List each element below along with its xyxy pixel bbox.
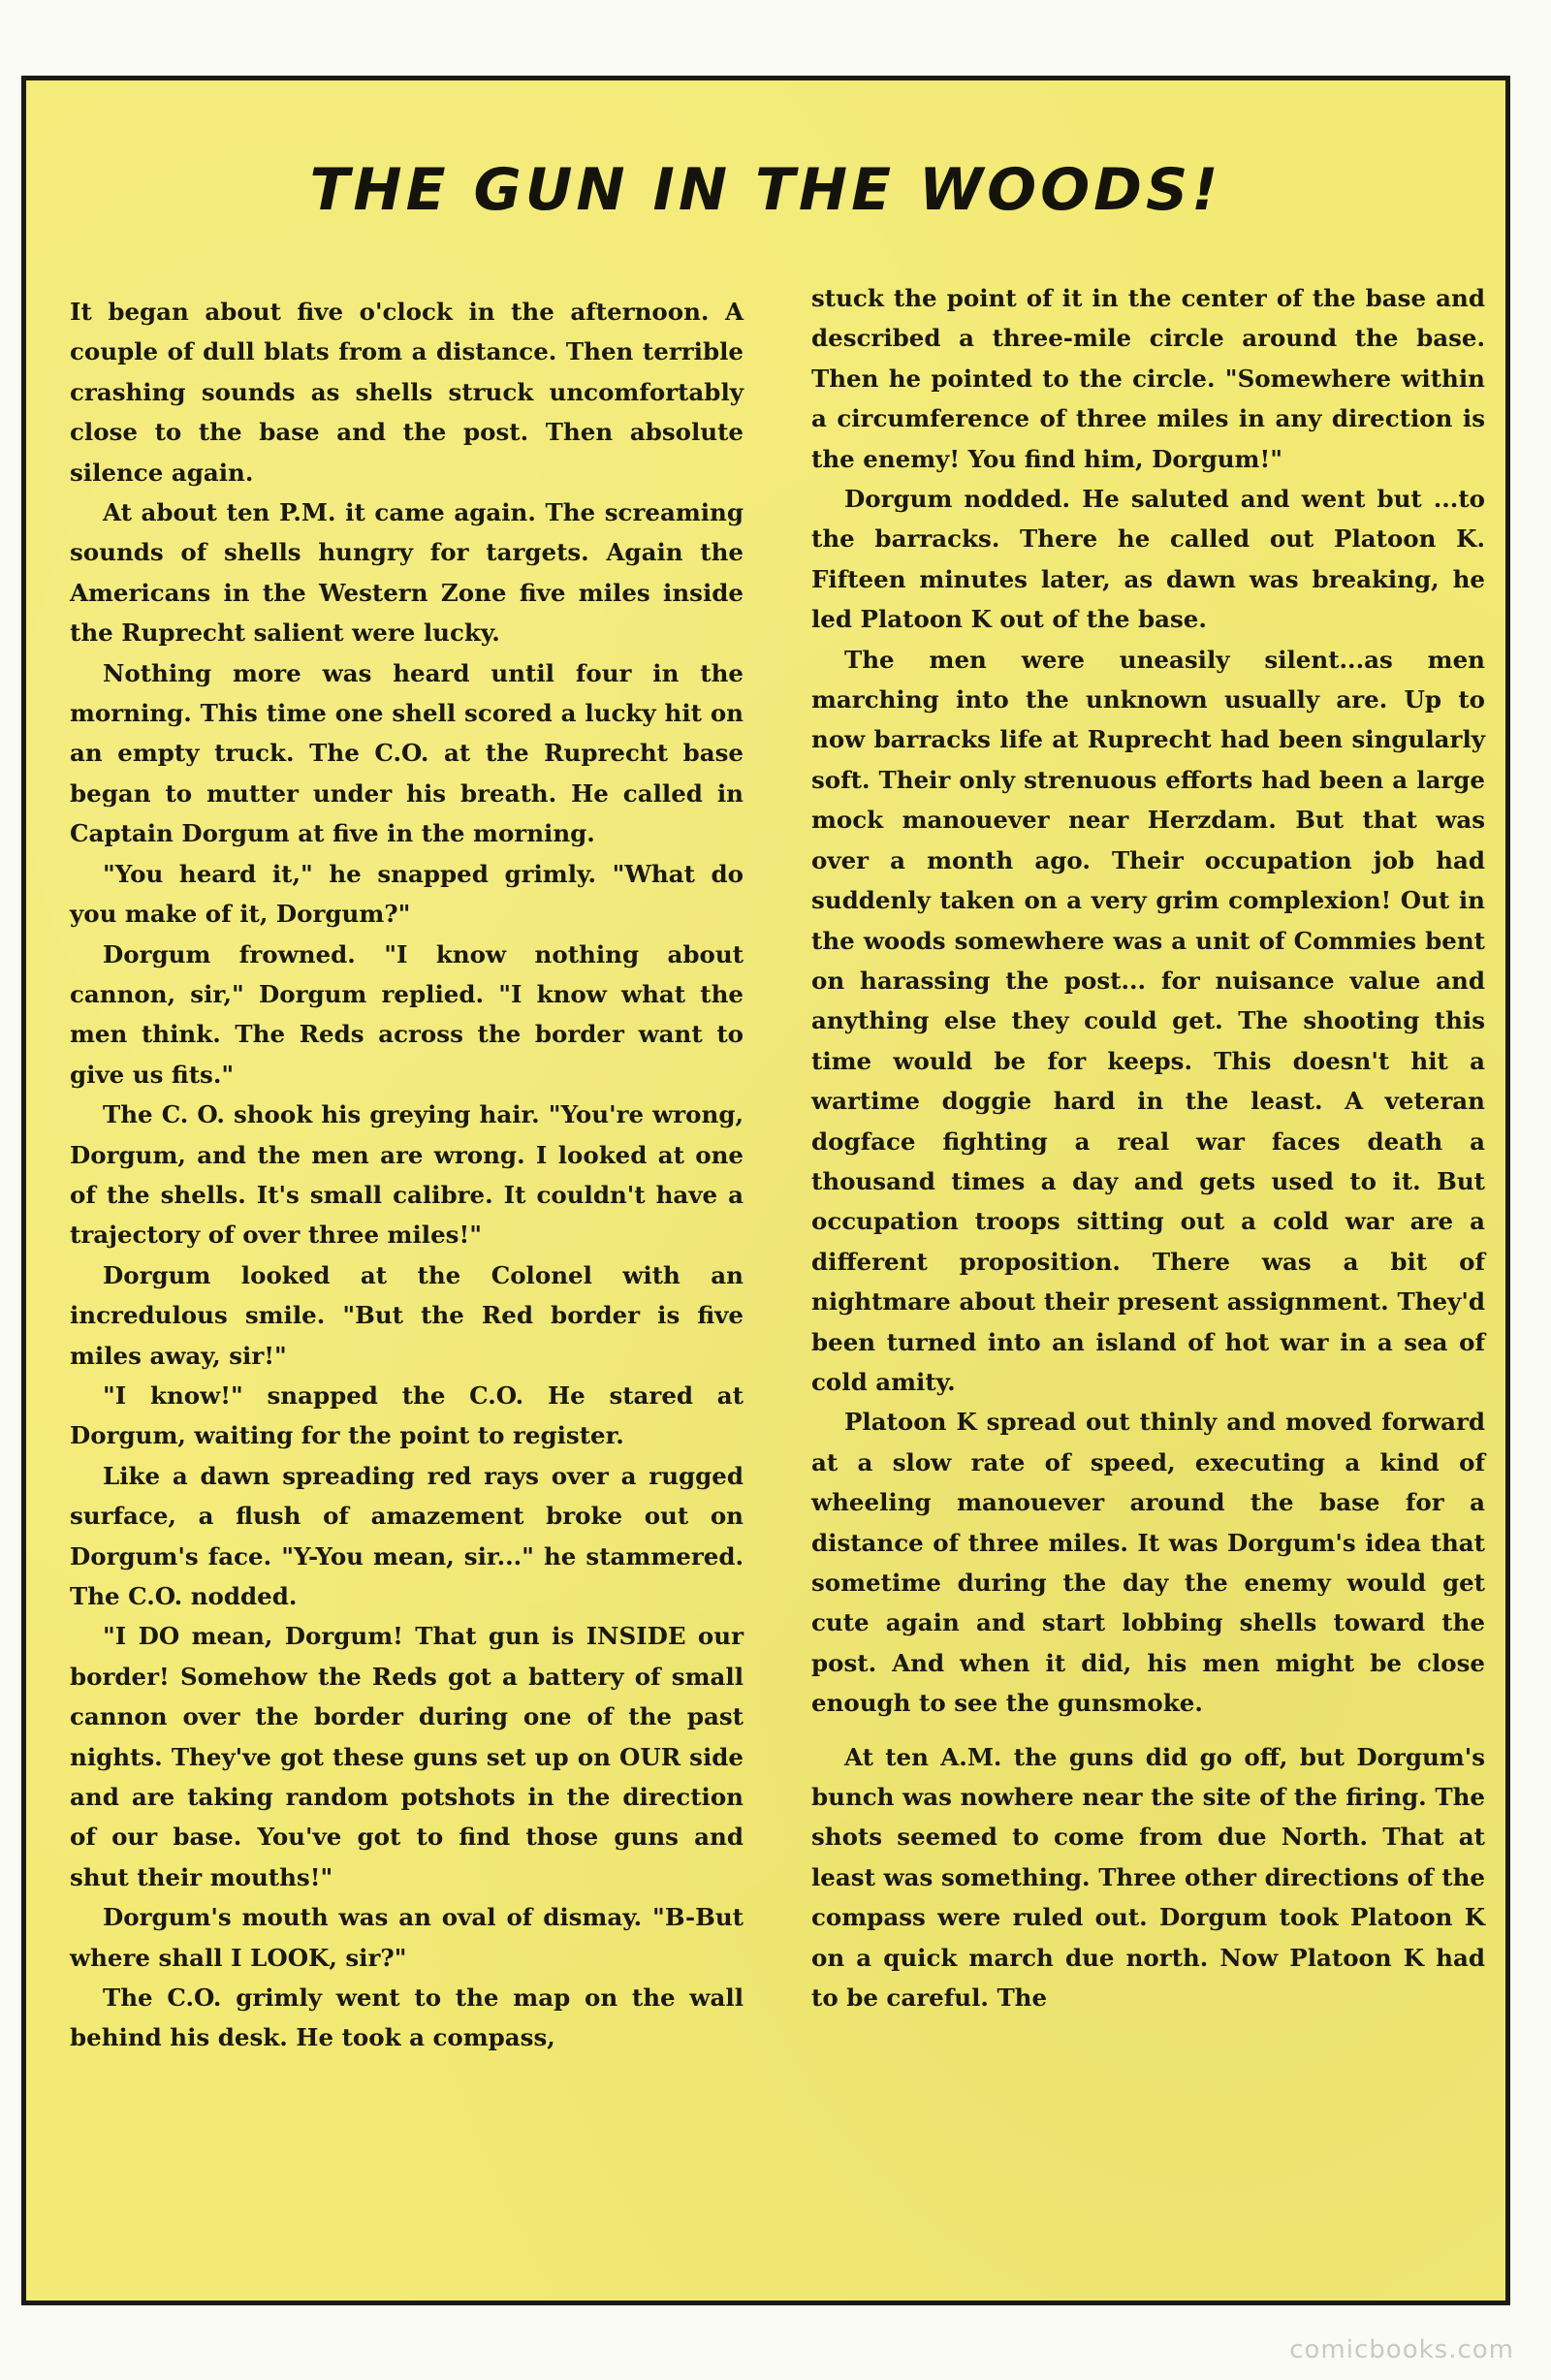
paragraph: Dorgum nodded. He saluted and went but ...to the barracks. There he called out Platoon K. Fifteen minutes later, as dawn was breaking, he led Platoon K out of the base. [811,485,1485,634]
source-watermark: comicbooks.com [1289,2335,1514,2364]
paragraph: Platoon K spread out thinly and moved forward at a slow rate of speed, executing a kind of wheeling manouever around the base for a distance of three miles. It was Dorgum's idea that sometime during the day the enemy would get cute again and start lobbing shells toward the post. And when it did, his men might be close enough to see the gunsmoke. [811,1408,1485,1718]
paragraph: Dorgum frowned. "I know nothing about cannon, sir," Dorgum replied. "I know what the men think. The Reds across the border want to give us fits." [70,939,744,1089]
paragraph: At ten A.M. the guns did go off, but Dorgum's bunch was nowhere near the site of the firing. The shots seemed to come from due North. That at least was something. Three other directions of the compass were ruled out. Dorgum took Platoon K on a quick march due north. Now Platoon K had to be careful. The [811,1742,1485,2013]
paragraph: "I DO mean, Dorgum! That gun is INSIDE our border! Somehow the Reds got a battery of small cannon over the border during one of the past nights. They've got these guns set up on OUR side and are taking random potshots in the direction of our base. You've got to find those guns and shut their mouths!" [70,1622,744,1891]
paragraph: The men were uneasily silent...as men marching into the unknown usually are. Up to now barracks life at Ruprecht had been singularly soft. Their only strenuous efforts had been a large mock manouever near Herzdam. But that was over a month ago. Their occupation job had suddenly taken on a very grim complexion! Out in the woods somewhere was a unit of Commies bent on harassing the post... for nuisance value and anything else they could get. The shooting this time would be for keeps. This doesn't hit a wartime doggie hard in the least. A veteran dogface fighting a real war faces death a thousand times a day and gets used to it. But occupation troops sitting out a cold war are a different proposition. There was a bit of nightmare about their present assignment. They'd been turned into an island of hot war in a sea of cold amity. [811,645,1485,1396]
paragraph: The C. O. shook his greying hair. "You're wrong, Dorgum, and the men are wrong. I looked at one of the shells. It's small calibre. It couldn't have a trajectory of over three miles!" [70,1100,744,1250]
paragraph: It began about five o'clock in the afternoon. A couple of dull blats from a distance. Then terrible crashing sounds as shells struck uncomfortably close to the base and the post. Then absolute silence again. [70,298,744,487]
right-column [811,278,1485,2017]
left-column [70,292,744,2058]
paragraph: Nothing more was heard until four in the morning. This time one shell scored a lucky hit on an empty truck. The C.O. at the Ruprecht base began to mutter under his breath. He called in Captain Dorgum at five in the morning. [70,658,744,848]
story-title: THE GUN IN THE WOODS! [309,156,1222,224]
paragraph: Dorgum's mouth was an oval of dismay. "B-But where shall I LOOK, sir?" [70,1903,744,1972]
paragraph: Like a dawn spreading red rays over a rugged surface, a flush of amazement broke out on Dorgum's face. "Y-You mean, sir..." he stammered. The C.O. nodded. [70,1461,744,1610]
paragraph: "You heard it," he snapped grimly. "What do you make of it, Dorgum?" [70,859,744,929]
paragraph: Dorgum looked at the Colonel with an incredulous smile. "But the Red border is five miles away, sir!" [70,1260,744,1370]
paragraph: stuck the point of it in the center of the base and described a three-mile circle around the base. Then he pointed to the circle. "Somewhere within a circumference of three miles in any direction is the enemy! You find him, Dorgum!" [811,284,1485,473]
paragraph: At about ten P.M. it came again. The screaming sounds of shells hungry for targets. Again the Americans in the Western Zone five miles inside the Ruprecht salient were lucky. [70,498,744,648]
paragraph: The C.O. grimly went to the map on the wall behind his desk. He took a compass, [70,1983,744,2052]
story-panel [21,76,1510,2305]
paragraph: "I know!" snapped the C.O. He stared at Dorgum, waiting for the point to register. [70,1380,744,1450]
